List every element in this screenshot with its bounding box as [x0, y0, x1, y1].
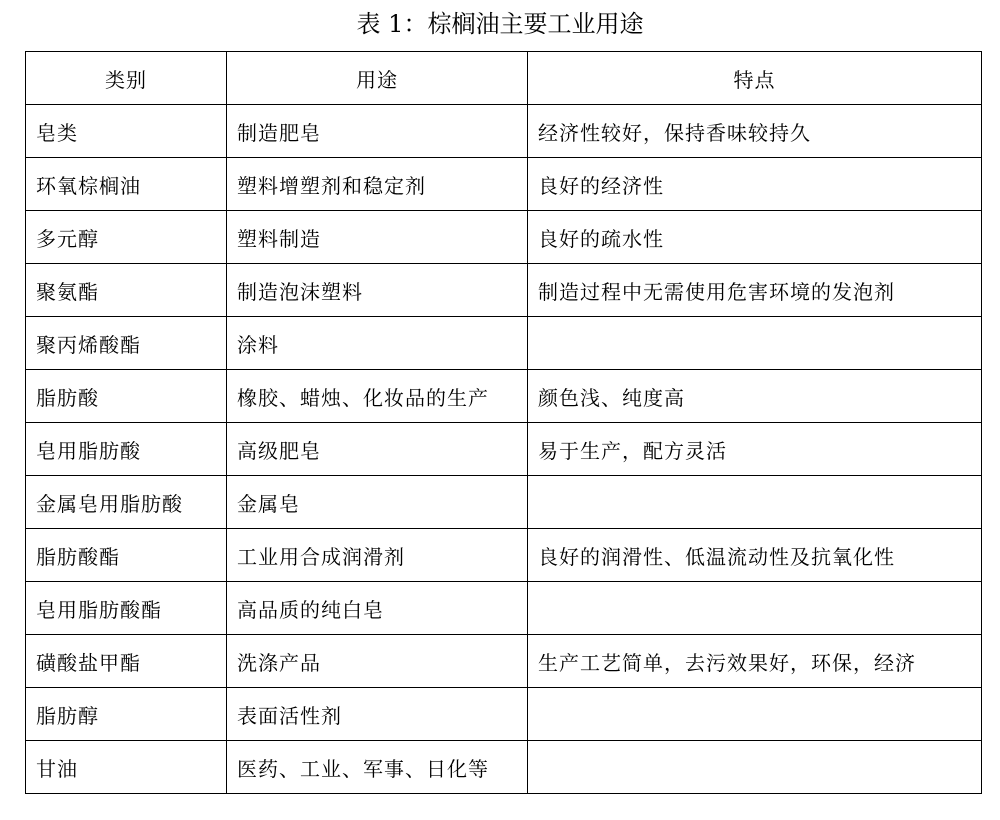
usage-table — [25, 51, 982, 794]
table-row — [26, 582, 982, 635]
cell-category: 甘油 — [26, 741, 227, 794]
table-row — [26, 688, 982, 741]
cell-features — [528, 741, 982, 794]
cell-features — [528, 688, 982, 741]
cell-features: 颜色浅、纯度高 — [528, 370, 982, 423]
cell-usage: 医药、工业、军事、日化等 — [227, 741, 528, 794]
table-row — [26, 105, 982, 158]
cell-usage: 工业用合成润滑剂 — [227, 529, 528, 582]
cell-usage: 涂料 — [227, 317, 528, 370]
cell-features: 良好的经济性 — [528, 158, 982, 211]
table-row — [26, 423, 982, 476]
cell-features — [528, 582, 982, 635]
cell-usage: 制造泡沫塑料 — [227, 264, 528, 317]
cell-usage: 洗涤产品 — [227, 635, 528, 688]
header-category: 类别 — [26, 52, 227, 105]
cell-category: 聚氨酯 — [26, 264, 227, 317]
cell-usage: 塑料制造 — [227, 211, 528, 264]
table-header-row — [26, 52, 982, 105]
cell-features: 良好的疏水性 — [528, 211, 982, 264]
cell-category: 聚丙烯酸酯 — [26, 317, 227, 370]
cell-category: 环氧棕榈油 — [26, 158, 227, 211]
table-row — [26, 370, 982, 423]
table-row — [26, 211, 982, 264]
cell-usage: 橡胶、蜡烛、化妆品的生产 — [227, 370, 528, 423]
cell-features — [528, 317, 982, 370]
table-row — [26, 264, 982, 317]
cell-category: 皂用脂肪酸 — [26, 423, 227, 476]
table-row — [26, 476, 982, 529]
cell-features: 制造过程中无需使用危害环境的发泡剂 — [528, 264, 982, 317]
table-row — [26, 529, 982, 582]
cell-category: 脂肪酸 — [26, 370, 227, 423]
cell-category: 金属皂用脂肪酸 — [26, 476, 227, 529]
table-row — [26, 317, 982, 370]
cell-category: 脂肪醇 — [26, 688, 227, 741]
table-row — [26, 741, 982, 794]
cell-usage: 塑料增塑剂和稳定剂 — [227, 158, 528, 211]
cell-category: 多元醇 — [26, 211, 227, 264]
table-caption: 表 1：棕榈油主要工业用途 — [356, 10, 644, 38]
cell-features: 良好的润滑性、低温流动性及抗氧化性 — [528, 529, 982, 582]
cell-category: 皂用脂肪酸酯 — [26, 582, 227, 635]
cell-usage: 表面活性剂 — [227, 688, 528, 741]
cell-features: 经济性较好，保持香味较持久 — [528, 105, 982, 158]
cell-usage: 高级肥皂 — [227, 423, 528, 476]
cell-features: 易于生产，配方灵活 — [528, 423, 982, 476]
table-row — [26, 158, 982, 211]
cell-features: 生产工艺简单，去污效果好，环保，经济 — [528, 635, 982, 688]
cell-category: 皂类 — [26, 105, 227, 158]
table-row — [26, 635, 982, 688]
cell-usage: 高品质的纯白皂 — [227, 582, 528, 635]
header-usage: 用途 — [227, 52, 528, 105]
cell-category: 脂肪酸酯 — [26, 529, 227, 582]
cell-category: 磺酸盐甲酯 — [26, 635, 227, 688]
cell-usage: 制造肥皂 — [227, 105, 528, 158]
header-features: 特点 — [528, 52, 982, 105]
cell-usage: 金属皂 — [227, 476, 528, 529]
cell-features — [528, 476, 982, 529]
